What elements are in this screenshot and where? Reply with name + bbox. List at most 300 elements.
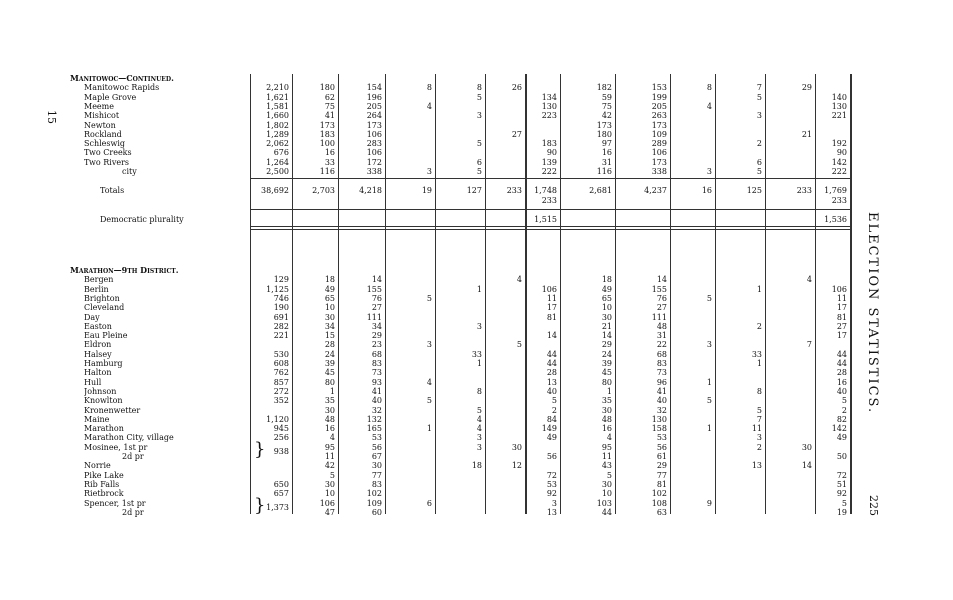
cell-value: 205 <box>366 101 382 111</box>
rule <box>250 178 850 179</box>
cell-value: 5 <box>756 405 762 415</box>
cell-value: 1 <box>756 359 762 368</box>
cell-value <box>385 415 432 424</box>
cell-value <box>385 158 432 167</box>
cell-value: 76 <box>371 293 382 303</box>
cell-value <box>385 275 432 284</box>
cell-value <box>765 294 812 303</box>
cell-value: 134 <box>541 92 557 102</box>
cell-value: 90 <box>836 148 847 158</box>
cell-value <box>485 480 522 489</box>
cell-value <box>670 350 712 359</box>
cell-value: 45 <box>601 368 612 378</box>
cell-value <box>485 378 522 387</box>
cell-value: 1,120 <box>266 414 289 424</box>
cell-value: 72 <box>546 470 557 480</box>
cell-value: 63 <box>656 507 667 517</box>
cell-value: 5 <box>426 396 432 406</box>
cell-value: 33 <box>324 157 335 167</box>
cell-value <box>765 148 812 157</box>
table-row <box>70 130 850 139</box>
cell-value <box>765 471 812 480</box>
cell-value: 352 <box>273 396 289 406</box>
cell-value: 289 <box>651 139 667 149</box>
cell-value <box>435 313 482 322</box>
cell-value <box>765 368 812 377</box>
cell-value <box>385 121 432 130</box>
cell-value: 83 <box>371 359 382 368</box>
cell-value: 945 <box>273 424 289 434</box>
cell-value: 106 <box>366 148 382 158</box>
cell-value <box>435 368 482 377</box>
cell-value: 4,237 <box>644 186 667 196</box>
cell-value <box>485 368 522 377</box>
cell-value <box>765 331 812 340</box>
cell-value: 11 <box>751 424 762 434</box>
cell-value: 28 <box>324 340 335 350</box>
cell-value: 3 <box>476 442 482 452</box>
cell-value <box>485 499 522 508</box>
cell-value <box>485 508 522 517</box>
cell-value: 68 <box>656 349 667 359</box>
cell-value: 5 <box>551 396 557 406</box>
row-label: 2d pr <box>122 507 144 517</box>
cell-value: 1 <box>476 359 482 368</box>
table-row <box>70 415 850 424</box>
cell-value: 47 <box>324 507 335 517</box>
cell-value: 1 <box>426 424 432 434</box>
cell-value: 1,581 <box>266 101 289 111</box>
row-label: Manitowoc Rapids <box>84 83 160 93</box>
cell-value: 6 <box>476 157 482 167</box>
row-label: Rockland <box>84 129 122 139</box>
cell-value <box>765 396 812 405</box>
cell-value: 109 <box>366 498 382 508</box>
cell-value <box>485 350 522 359</box>
cell-value: 1,289 <box>266 129 289 139</box>
cell-value: 34 <box>324 321 335 331</box>
cell-value <box>715 368 762 377</box>
cell-value <box>715 471 762 480</box>
cell-value: 2,500 <box>266 167 289 176</box>
cell-value <box>385 111 432 120</box>
cell-value <box>435 148 482 157</box>
cell-value: 40 <box>836 386 847 396</box>
cell-value: 68 <box>371 349 382 359</box>
cell-value: 1,515 <box>534 214 557 224</box>
cell-value <box>435 331 482 340</box>
cell-value: 130 <box>541 101 557 111</box>
cell-value: 49 <box>324 284 335 294</box>
row-label: Totals <box>100 186 125 196</box>
cell-value: 26 <box>511 83 522 93</box>
cell-value: 10 <box>601 489 612 499</box>
cell-value <box>670 303 712 312</box>
cell-value: 183 <box>319 129 335 139</box>
cell-value: 2,062 <box>266 139 289 149</box>
row-label: city <box>122 167 137 176</box>
cell-value: 16 <box>601 424 612 434</box>
cell-value <box>765 508 812 517</box>
cell-value <box>765 158 812 167</box>
cell-value: 39 <box>601 359 612 368</box>
cell-value <box>765 378 812 387</box>
table-row <box>70 443 850 452</box>
cell-value <box>385 322 432 331</box>
cell-value: 132 <box>366 414 382 424</box>
cell-value: 7 <box>756 83 762 93</box>
table-row <box>70 452 850 461</box>
row-label: Marathon <box>84 424 124 434</box>
cell-value: 264 <box>366 111 382 121</box>
cell-value: 65 <box>601 293 612 303</box>
table-row <box>70 285 850 294</box>
cell-value <box>485 294 522 303</box>
cell-value <box>485 102 522 111</box>
cell-value <box>815 443 847 452</box>
cell-value <box>485 313 522 322</box>
row-label: Eldron <box>84 340 112 350</box>
cell-value: 14 <box>801 461 812 471</box>
table-row <box>70 186 850 195</box>
cell-value: 44 <box>601 507 612 517</box>
cell-value: 6 <box>756 157 762 167</box>
cell-value: 44 <box>546 349 557 359</box>
column-rule <box>850 74 852 514</box>
cell-value <box>715 102 762 111</box>
cell-value: 127 <box>466 186 482 196</box>
cell-value <box>485 148 522 157</box>
cell-value: 3 <box>426 340 432 350</box>
cell-value: 93 <box>371 377 382 387</box>
cell-value: 857 <box>273 377 289 387</box>
cell-value: 102 <box>651 489 667 499</box>
cell-value: 221 <box>273 331 289 341</box>
cell-value: 77 <box>371 470 382 480</box>
cell-value <box>815 121 847 130</box>
cell-value: 2 <box>756 321 762 331</box>
cell-value <box>815 83 847 92</box>
cell-value: 65 <box>324 293 335 303</box>
section-heading: Marathon—9th District. <box>70 266 179 275</box>
table-row <box>70 433 850 442</box>
cell-value <box>670 508 712 517</box>
cell-value <box>765 499 812 508</box>
cell-value: 11 <box>546 293 557 303</box>
cell-value: 2 <box>756 139 762 149</box>
rule <box>250 226 850 227</box>
cell-value <box>485 396 522 405</box>
table-row <box>70 508 850 517</box>
cell-value: 221 <box>831 111 847 121</box>
cell-value: 5 <box>756 92 762 102</box>
cell-value: 51 <box>836 479 847 489</box>
table-row <box>70 322 850 331</box>
cell-value: 4 <box>806 275 812 285</box>
cell-value: 106 <box>319 498 335 508</box>
cell-value: 17 <box>546 303 557 313</box>
cell-value: 5 <box>606 470 612 480</box>
cell-value <box>765 489 812 498</box>
cell-value: 149 <box>541 424 557 434</box>
cell-value: 42 <box>601 111 612 121</box>
cell-value: 1 <box>329 386 335 396</box>
cell-value: 90 <box>546 148 557 158</box>
cell-value <box>765 452 812 461</box>
cell-value: 205 <box>651 101 667 111</box>
cell-value: 53 <box>371 433 382 443</box>
cell-value: 67 <box>371 452 382 461</box>
cell-value: 43 <box>601 461 612 471</box>
table-row <box>70 368 850 377</box>
cell-value: 13 <box>546 377 557 387</box>
cell-value <box>250 461 289 470</box>
cell-value: 183 <box>541 139 557 149</box>
cell-value <box>715 121 762 130</box>
cell-value: 10 <box>324 303 335 313</box>
cell-value: 158 <box>651 424 667 434</box>
cell-value: 190 <box>273 303 289 313</box>
cell-value <box>670 489 712 498</box>
cell-value: 106 <box>366 129 382 139</box>
cell-value: 30 <box>601 405 612 415</box>
cell-value <box>485 322 522 331</box>
cell-value: 81 <box>836 312 847 322</box>
cell-value <box>715 452 762 461</box>
cell-value: 77 <box>656 470 667 480</box>
cell-value <box>670 415 712 424</box>
cell-value <box>765 322 812 331</box>
cell-value: 5 <box>841 498 847 508</box>
cell-value <box>670 322 712 331</box>
cell-value: 81 <box>656 479 667 489</box>
row-label: Berlin <box>84 284 109 294</box>
cell-value <box>525 130 557 139</box>
cell-value: 29 <box>601 340 612 350</box>
margin-page-ref: 15 <box>45 110 58 124</box>
cell-value <box>670 148 712 157</box>
cell-value <box>435 480 482 489</box>
cell-value <box>385 148 432 157</box>
brace: } <box>254 438 266 460</box>
cell-value: 106 <box>831 284 847 294</box>
cell-value <box>670 285 712 294</box>
cell-value: 1,125 <box>266 284 289 294</box>
row-label: Schleswig <box>84 139 126 149</box>
cell-value: 42 <box>324 461 335 471</box>
cell-value <box>250 406 289 415</box>
table-row <box>70 350 850 359</box>
cell-value: 80 <box>324 377 335 387</box>
cell-value: 5 <box>329 470 335 480</box>
row-label: 2d pr <box>122 452 144 461</box>
cell-value: 41 <box>371 386 382 396</box>
cell-value: 129 <box>273 275 289 285</box>
cell-value: 29 <box>371 331 382 341</box>
table-row <box>70 461 850 470</box>
cell-value: 17 <box>836 303 847 313</box>
section-heading: Manitowoc—Continued. <box>70 74 174 83</box>
cell-value: 1,748 <box>534 186 557 196</box>
cell-value: 3 <box>426 167 432 176</box>
cell-value <box>525 461 557 470</box>
cell-value: 6 <box>426 498 432 508</box>
cell-value: 72 <box>836 470 847 480</box>
cell-value <box>670 461 712 470</box>
row-label: Mishicot <box>84 111 120 121</box>
cell-value: 5 <box>476 139 482 149</box>
cell-value: 2,703 <box>312 186 335 196</box>
cell-value: 19 <box>836 507 847 517</box>
cell-value: 56 <box>371 442 382 452</box>
cell-value: 3 <box>756 111 762 121</box>
cell-value <box>485 139 522 148</box>
row-label: Rietbrock <box>84 489 124 499</box>
cell-value <box>765 424 812 433</box>
cell-value <box>485 111 522 120</box>
cell-value <box>385 368 432 377</box>
row-label: Eau Pleine <box>84 331 128 341</box>
cell-value <box>765 480 812 489</box>
cell-value: 73 <box>371 368 382 378</box>
cell-value <box>485 167 522 176</box>
cell-value: 56 <box>546 452 557 461</box>
cell-value: 2 <box>756 442 762 452</box>
cell-value: 24 <box>324 349 335 359</box>
cell-value: 10 <box>324 489 335 499</box>
cell-value: 8 <box>426 83 432 93</box>
cell-value <box>765 167 812 176</box>
cell-value: 84 <box>546 414 557 424</box>
running-header: ELECTION STATISTICS. <box>865 212 880 415</box>
cell-value: 173 <box>319 120 335 130</box>
cell-value: 1,660 <box>266 111 289 121</box>
cell-value <box>765 93 812 102</box>
cell-value: 657 <box>273 489 289 499</box>
cell-value <box>715 303 762 312</box>
cell-value: 8 <box>476 386 482 396</box>
cell-value <box>485 471 522 480</box>
table-row <box>70 275 850 284</box>
rule <box>250 229 850 230</box>
cell-value: 1,802 <box>266 120 289 130</box>
cell-value: 108 <box>651 498 667 508</box>
cell-value: 19 <box>421 186 432 196</box>
cell-value <box>385 285 432 294</box>
cell-value <box>385 443 432 452</box>
cell-value <box>435 275 482 284</box>
cell-value: 111 <box>366 312 382 322</box>
cell-value <box>385 93 432 102</box>
cell-value: 282 <box>273 321 289 331</box>
cell-value: 233 <box>796 186 812 196</box>
cell-value: 109 <box>651 129 667 139</box>
cell-value <box>485 424 522 433</box>
cell-value <box>765 285 812 294</box>
cell-value: 116 <box>319 167 335 176</box>
table-row <box>70 313 850 322</box>
cell-value: 39 <box>324 359 335 368</box>
election-table <box>70 74 850 517</box>
cell-value: 95 <box>601 442 612 452</box>
cell-value <box>435 294 482 303</box>
cell-value: 608 <box>273 359 289 368</box>
cell-value: 746 <box>273 293 289 303</box>
cell-value: 31 <box>656 331 667 341</box>
table-row <box>70 489 850 498</box>
cell-value: 5 <box>476 167 482 176</box>
cell-value: 650 <box>273 479 289 489</box>
cell-value: 100 <box>319 139 335 149</box>
row-label: Rib Falls <box>84 479 120 489</box>
cell-value: 30 <box>324 479 335 489</box>
cell-value: 56 <box>656 442 667 452</box>
cell-value: 1 <box>756 284 762 294</box>
row-label: Hamburg <box>84 359 123 368</box>
cell-value <box>525 322 557 331</box>
cell-value: 11 <box>601 452 612 461</box>
cell-value: 691 <box>273 312 289 322</box>
table-row <box>70 93 850 102</box>
table-row <box>70 121 850 130</box>
table-row <box>70 139 850 148</box>
cell-value <box>715 313 762 322</box>
cell-value <box>485 158 522 167</box>
cell-value <box>815 461 847 470</box>
cell-value <box>485 93 522 102</box>
cell-value <box>670 275 712 284</box>
cell-value <box>670 433 712 442</box>
cell-value <box>385 433 432 442</box>
cell-value <box>385 139 432 148</box>
cell-value: 29 <box>801 83 812 93</box>
cell-value <box>670 480 712 489</box>
cell-value: 49 <box>601 284 612 294</box>
cell-value: 60 <box>371 507 382 517</box>
row-label: Mosinee, 1st pr <box>84 442 148 452</box>
cell-value: 338 <box>651 167 667 176</box>
page-number: 225 <box>867 495 880 516</box>
table-row <box>70 215 850 224</box>
cell-value: 180 <box>319 83 335 93</box>
cell-value <box>525 443 557 452</box>
cell-value <box>250 340 289 349</box>
table-row <box>70 167 850 176</box>
table-row <box>70 406 850 415</box>
cell-value <box>670 387 712 396</box>
cell-value: 27 <box>836 321 847 331</box>
cell-value: 199 <box>651 92 667 102</box>
row-label: Norrie <box>84 461 111 471</box>
cell-value: 28 <box>546 368 557 378</box>
row-label: Spencer, 1st pr <box>84 498 146 508</box>
cell-value: 30 <box>511 442 522 452</box>
cell-value <box>385 313 432 322</box>
cell-value <box>765 111 812 120</box>
cell-value <box>715 130 762 139</box>
cell-value: 4 <box>426 101 432 111</box>
cell-value <box>485 387 522 396</box>
cell-value: 40 <box>371 396 382 406</box>
cell-value: 16 <box>324 148 335 158</box>
cell-value: 4 <box>516 275 522 285</box>
cell-value: 73 <box>656 368 667 378</box>
cell-value: 30 <box>324 312 335 322</box>
cell-value: 41 <box>324 111 335 121</box>
cell-value: 29 <box>656 461 667 471</box>
row-label: Meeme <box>84 101 114 111</box>
cell-value <box>670 121 712 130</box>
